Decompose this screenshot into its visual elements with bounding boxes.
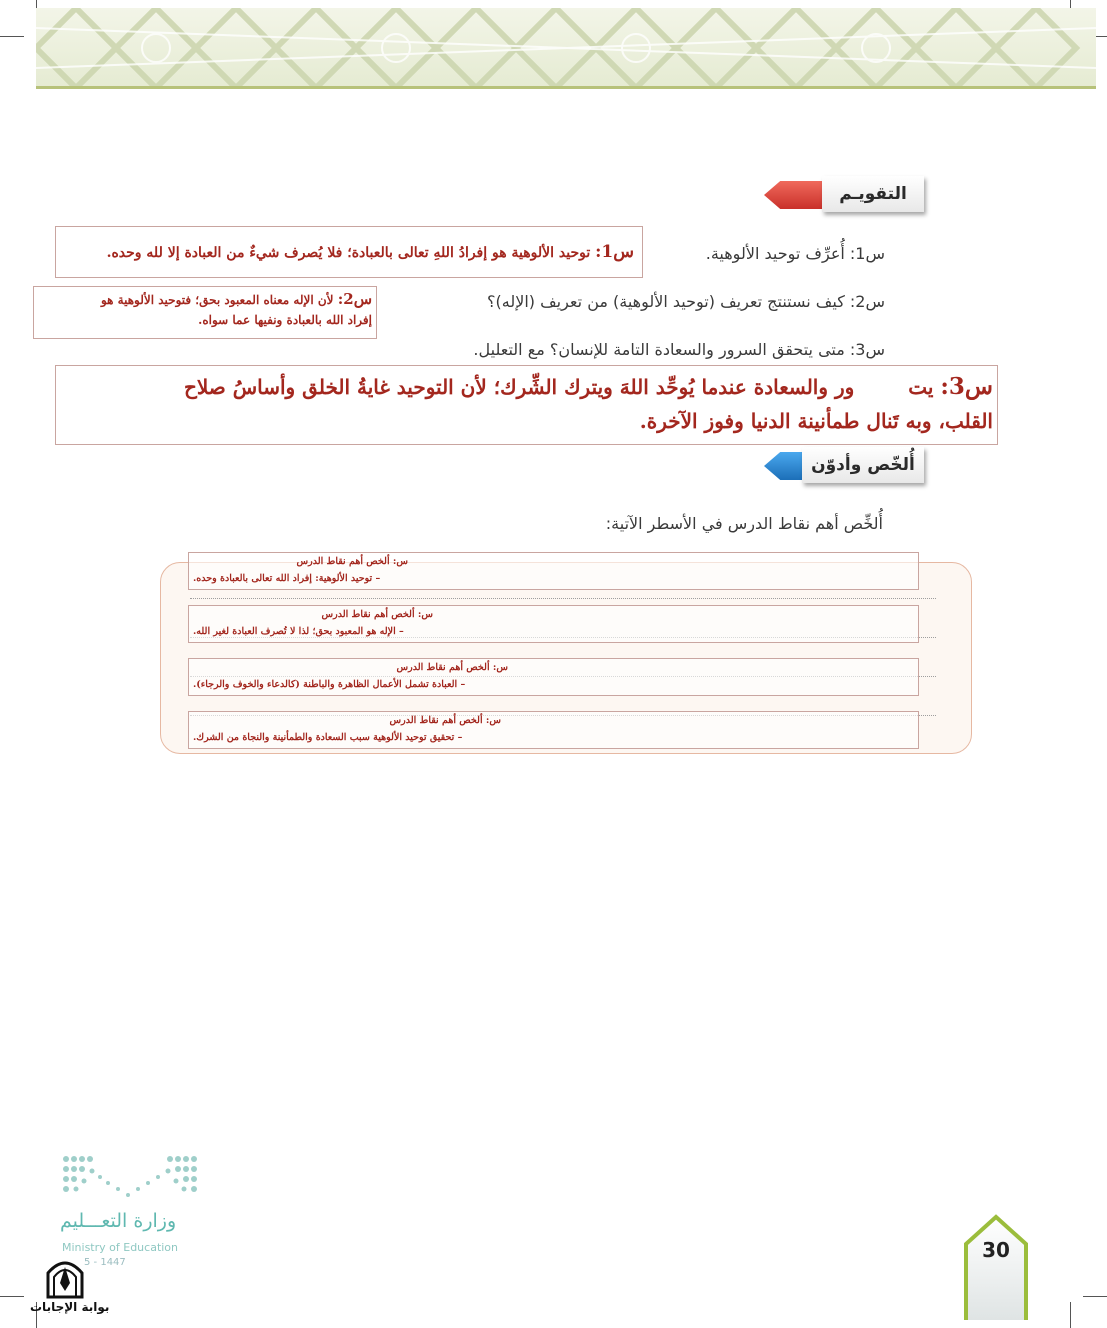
answer-3-label: س3: (940, 373, 993, 400)
evaluation-arrow-icon (764, 181, 822, 209)
answer-3-line1: ور والسعادة عندما يُوحِّد اللهَ ويترك الشِّرك؛ لأن التوحيد غايةُ الخلق وأساسُ صلاح (183, 375, 855, 399)
answer-2-line1: لأن الإله معناه المعبود بحق؛ فتوحيد الألوهية هو (100, 293, 334, 307)
answer-3-box (55, 365, 998, 445)
crop-mark (1070, 1302, 1071, 1328)
crop-mark (1083, 1296, 1107, 1297)
question-3: س3: متى يتحقق السرور والسعادة التامة للإنسان؟ مع التعليل. (473, 340, 885, 359)
summarize-section-tab (802, 447, 924, 483)
summary-item-label: س: ألخص أهم نقاط الدرس (296, 556, 408, 567)
portal-logo-icon (44, 1255, 86, 1299)
question-1: س1: أُعرِّف توحيد الألوهية. (705, 244, 885, 263)
question-2: س2: كيف نستنتج تعريف (توحيد الألوهية) من تعريف (الإله)؟ (487, 292, 885, 311)
ministry-year: 5 - 1447 (84, 1257, 126, 1268)
evaluation-section-tab (822, 176, 924, 212)
crop-mark (0, 1296, 24, 1297)
answer-2-box (33, 286, 377, 339)
summary-item-label: س: ألخص أهم نقاط الدرس (321, 609, 433, 620)
header-pattern-band (36, 8, 1096, 88)
page-badge-shape (963, 1214, 1029, 1320)
answer-2-line2: إفراد الله بالعبادة ونفيها عما سواه. (198, 313, 372, 327)
summarize-tab-label: أُلخّص وأدوّن (811, 455, 915, 475)
header-divider (36, 86, 1096, 89)
summary-answer-box (188, 658, 919, 696)
answer-1-text: توحيد الألوهية هو إفرادُ اللهِ تعالى بالعبادة؛ فلا يُصرف شيءٌ من العبادة إلا لله وحده. (106, 245, 591, 261)
evaluation-tab-label: التقويـم (839, 184, 907, 204)
summary-line (190, 598, 936, 599)
summary-item-text: – تحقيق توحيد الألوهية سبب السعادة والطمأنينة والنجاة من الشرك. (193, 732, 463, 743)
ministry-name-en: Ministry of Education (62, 1241, 179, 1254)
summary-answer-box (188, 605, 919, 643)
crop-mark (0, 36, 24, 37)
summary-answer-box (188, 552, 919, 590)
summary-item-label: س: ألخص أهم نقاط الدرس (396, 662, 508, 673)
summary-item-text: – العبادة تشمل الأعمال الظاهرة والباطنة (كالدعاء والخوف والرجاء). (193, 679, 466, 690)
portal-label: بوابة الإجابات (30, 1300, 110, 1314)
summary-answer-box (188, 711, 919, 749)
summary-prompt: أُلخِّص أهم نقاط الدرس في الأسطر الآتية: (605, 514, 883, 533)
ministry-logo-icon (62, 1155, 198, 1201)
answer-3-line2: القلب، وبه تَنال طمأنينة الدنيا وفوز الآخرة. (639, 409, 993, 433)
summary-item-text: – توحيد الألوهية: إفراد الله تعالى بالعبادة وحده. (193, 573, 381, 584)
answer-2-label: س2: (337, 290, 372, 308)
answer-1-label: س1: (595, 242, 634, 262)
summary-item-label: س: ألخص أهم نقاط الدرس (389, 715, 501, 726)
ministry-name-ar: وزارة التعـــليم (60, 1210, 177, 1232)
summary-item-text: – الإله هو المعبود بحق؛ لذا لا تُصرف العبادة لغير الله. (193, 626, 404, 637)
answer-3-partial: يت (908, 375, 934, 399)
geometric-pattern-icon (36, 8, 1096, 88)
answer-1-box (55, 226, 643, 278)
page-number: 30 (982, 1238, 1010, 1262)
